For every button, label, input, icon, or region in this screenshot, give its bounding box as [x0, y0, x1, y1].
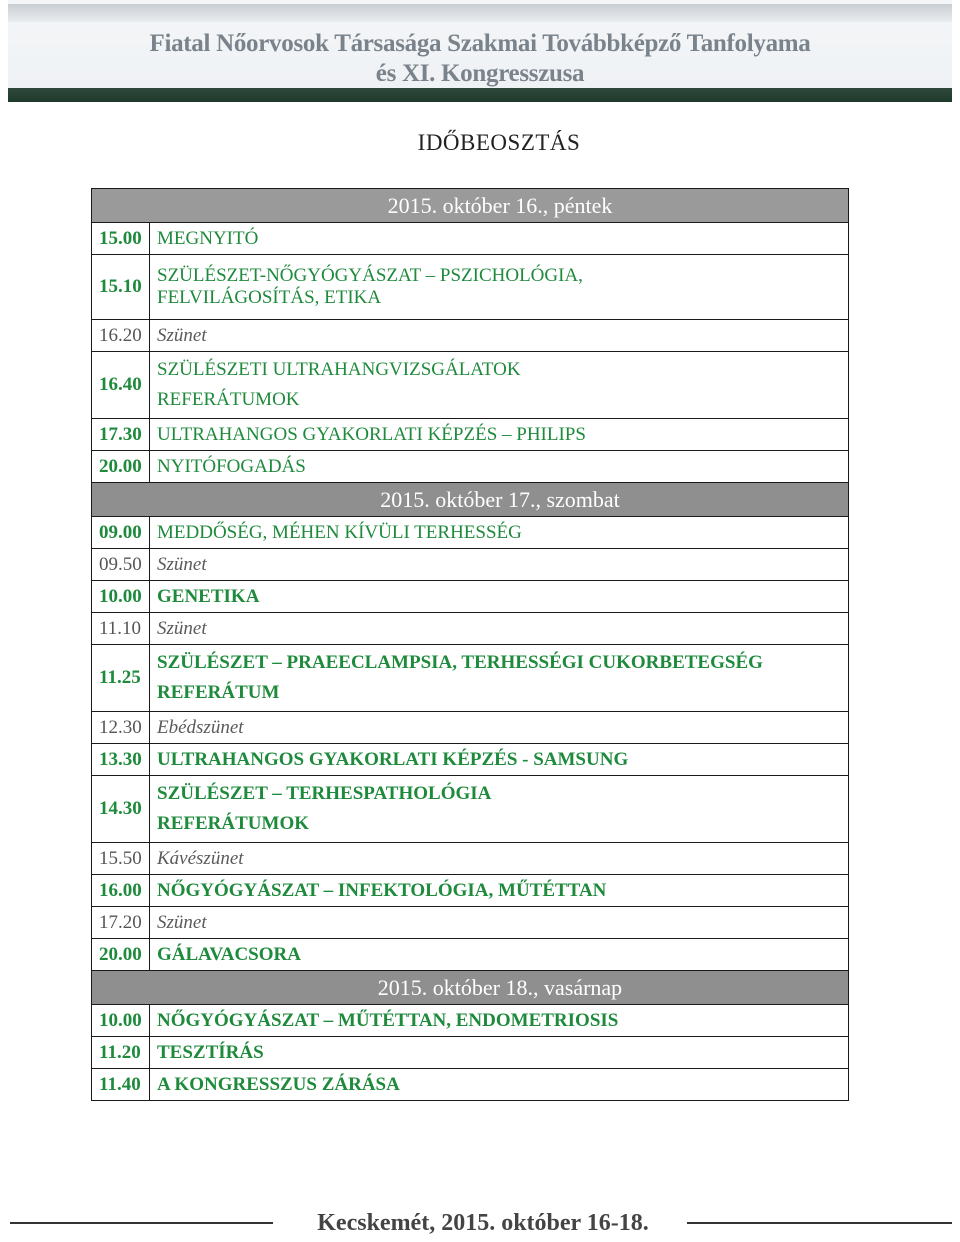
- schedule-row: [92, 645, 849, 712]
- session-cell: MEDDŐSÉG, MÉHEN KÍVÜLI TERHESSÉG: [150, 517, 849, 549]
- schedule-row: [92, 451, 849, 483]
- time-cell: 15.50: [92, 843, 150, 875]
- session-line: SZÜLÉSZET – TERHESPATHOLÓGIA: [157, 783, 492, 804]
- schedule-row: [92, 1005, 849, 1037]
- time-cell: 11.20: [92, 1037, 150, 1069]
- break-cell: Szünet: [150, 549, 849, 581]
- schedule-row: [92, 1037, 849, 1069]
- session-cell: ULTRAHANGOS GYAKORLATI KÉPZÉS – PHILIPS: [150, 419, 849, 451]
- footer-location-date: Kecskemét, 2015. október 16-18.: [317, 1210, 649, 1236]
- schedule-row: [92, 320, 849, 352]
- schedule-row: [92, 255, 849, 320]
- time-cell: 17.20: [92, 907, 150, 939]
- session-line: REFERÁTUMOK: [157, 389, 300, 410]
- banner-top-stripe: [8, 4, 952, 22]
- time-cell: 10.00: [92, 1005, 150, 1037]
- footer-divider-right: [687, 1222, 952, 1224]
- time-cell: 15.00: [92, 223, 150, 255]
- banner-bottom-stripe: [8, 88, 952, 102]
- schedule-row: [92, 549, 849, 581]
- session-cell: TESZTÍRÁS: [150, 1037, 849, 1069]
- schedule-row: [92, 1069, 849, 1101]
- day-date: 2015. október 16., péntek: [92, 189, 849, 223]
- session-line: FELVILÁGOSÍTÁS, ETIKA: [157, 287, 382, 308]
- schedule-row: [92, 712, 849, 744]
- session-line: SZÜLÉSZET – PRAEECLAMPSIA, TERHESSÉGI CUKORBETEGSÉG: [157, 652, 763, 673]
- header-banner: [8, 0, 952, 102]
- time-cell: 12.30: [92, 712, 150, 744]
- session-cell: NŐGYÓGYÁSZAT – INFEKTOLÓGIA, MŰTÉTTAN: [150, 875, 849, 907]
- schedule-row: [92, 419, 849, 451]
- time-cell: 14.30: [92, 776, 150, 843]
- session-cell: NŐGYÓGYÁSZAT – MŰTÉTTAN, ENDOMETRIOSIS: [150, 1005, 849, 1037]
- break-cell: Szünet: [150, 320, 849, 352]
- schedule-row: [92, 223, 849, 255]
- time-cell: 11.40: [92, 1069, 150, 1101]
- session-cell: [150, 776, 849, 843]
- session-cell: MEGNYITÓ: [150, 223, 849, 255]
- session-cell: ULTRAHANGOS GYAKORLATI KÉPZÉS - SAMSUNG: [150, 744, 849, 776]
- schedule-row: [92, 581, 849, 613]
- schedule-table: [91, 188, 849, 1101]
- schedule-row: [92, 875, 849, 907]
- break-cell: Ebédszünet: [150, 712, 849, 744]
- session-cell: NYITÓFOGADÁS: [150, 451, 849, 483]
- day-date: 2015. október 18., vasárnap: [92, 971, 849, 1005]
- time-cell: 09.00: [92, 517, 150, 549]
- schedule-row: [92, 517, 849, 549]
- session-cell: A KONGRESSZUS ZÁRÁSA: [150, 1069, 849, 1101]
- session-cell: GÁLAVACSORA: [150, 939, 849, 971]
- time-cell: 13.30: [92, 744, 150, 776]
- break-cell: Szünet: [150, 613, 849, 645]
- schedule-row: [92, 907, 849, 939]
- day-header-row: [92, 483, 849, 517]
- time-cell: 10.00: [92, 581, 150, 613]
- session-cell: [150, 255, 849, 320]
- session-line: REFERÁTUM: [157, 682, 280, 703]
- day-header-row: [92, 189, 849, 223]
- time-cell: 16.40: [92, 352, 150, 419]
- schedule-row: [92, 352, 849, 419]
- time-cell: 11.25: [92, 645, 150, 712]
- schedule-row: [92, 744, 849, 776]
- time-cell: 11.10: [92, 613, 150, 645]
- page-title: IDŐBEOSZTÁS: [417, 130, 581, 155]
- session-cell: [150, 352, 849, 419]
- session-cell: [150, 645, 849, 712]
- schedule-row: [92, 613, 849, 645]
- time-cell: 20.00: [92, 451, 150, 483]
- time-cell: 15.10: [92, 255, 150, 320]
- banner-title-line2: és XI. Kongresszusa: [375, 60, 585, 87]
- banner-title-line1: Fiatal Nőorvosok Társasága Szakmai Továbbképző Tanfolyama: [149, 30, 811, 57]
- session-line: REFERÁTUMOK: [157, 813, 309, 834]
- break-cell: Kávészünet: [150, 843, 849, 875]
- schedule-row: [92, 776, 849, 843]
- session-line: SZÜLÉSZET-NŐGYÓGYÁSZAT – PSZICHOLÓGIA,: [157, 265, 583, 286]
- time-cell: 09.50: [92, 549, 150, 581]
- schedule-row: [92, 843, 849, 875]
- break-cell: Szünet: [150, 907, 849, 939]
- session-line: SZÜLÉSZETI ULTRAHANGVIZSGÁLATOK: [157, 359, 521, 380]
- day-header-row: [92, 971, 849, 1005]
- time-cell: 16.00: [92, 875, 150, 907]
- time-cell: 17.30: [92, 419, 150, 451]
- schedule-row: [92, 939, 849, 971]
- time-cell: 16.20: [92, 320, 150, 352]
- time-cell: 20.00: [92, 939, 150, 971]
- footer-divider-left: [10, 1222, 273, 1224]
- day-date: 2015. október 17., szombat: [92, 483, 849, 517]
- session-cell: GENETIKA: [150, 581, 849, 613]
